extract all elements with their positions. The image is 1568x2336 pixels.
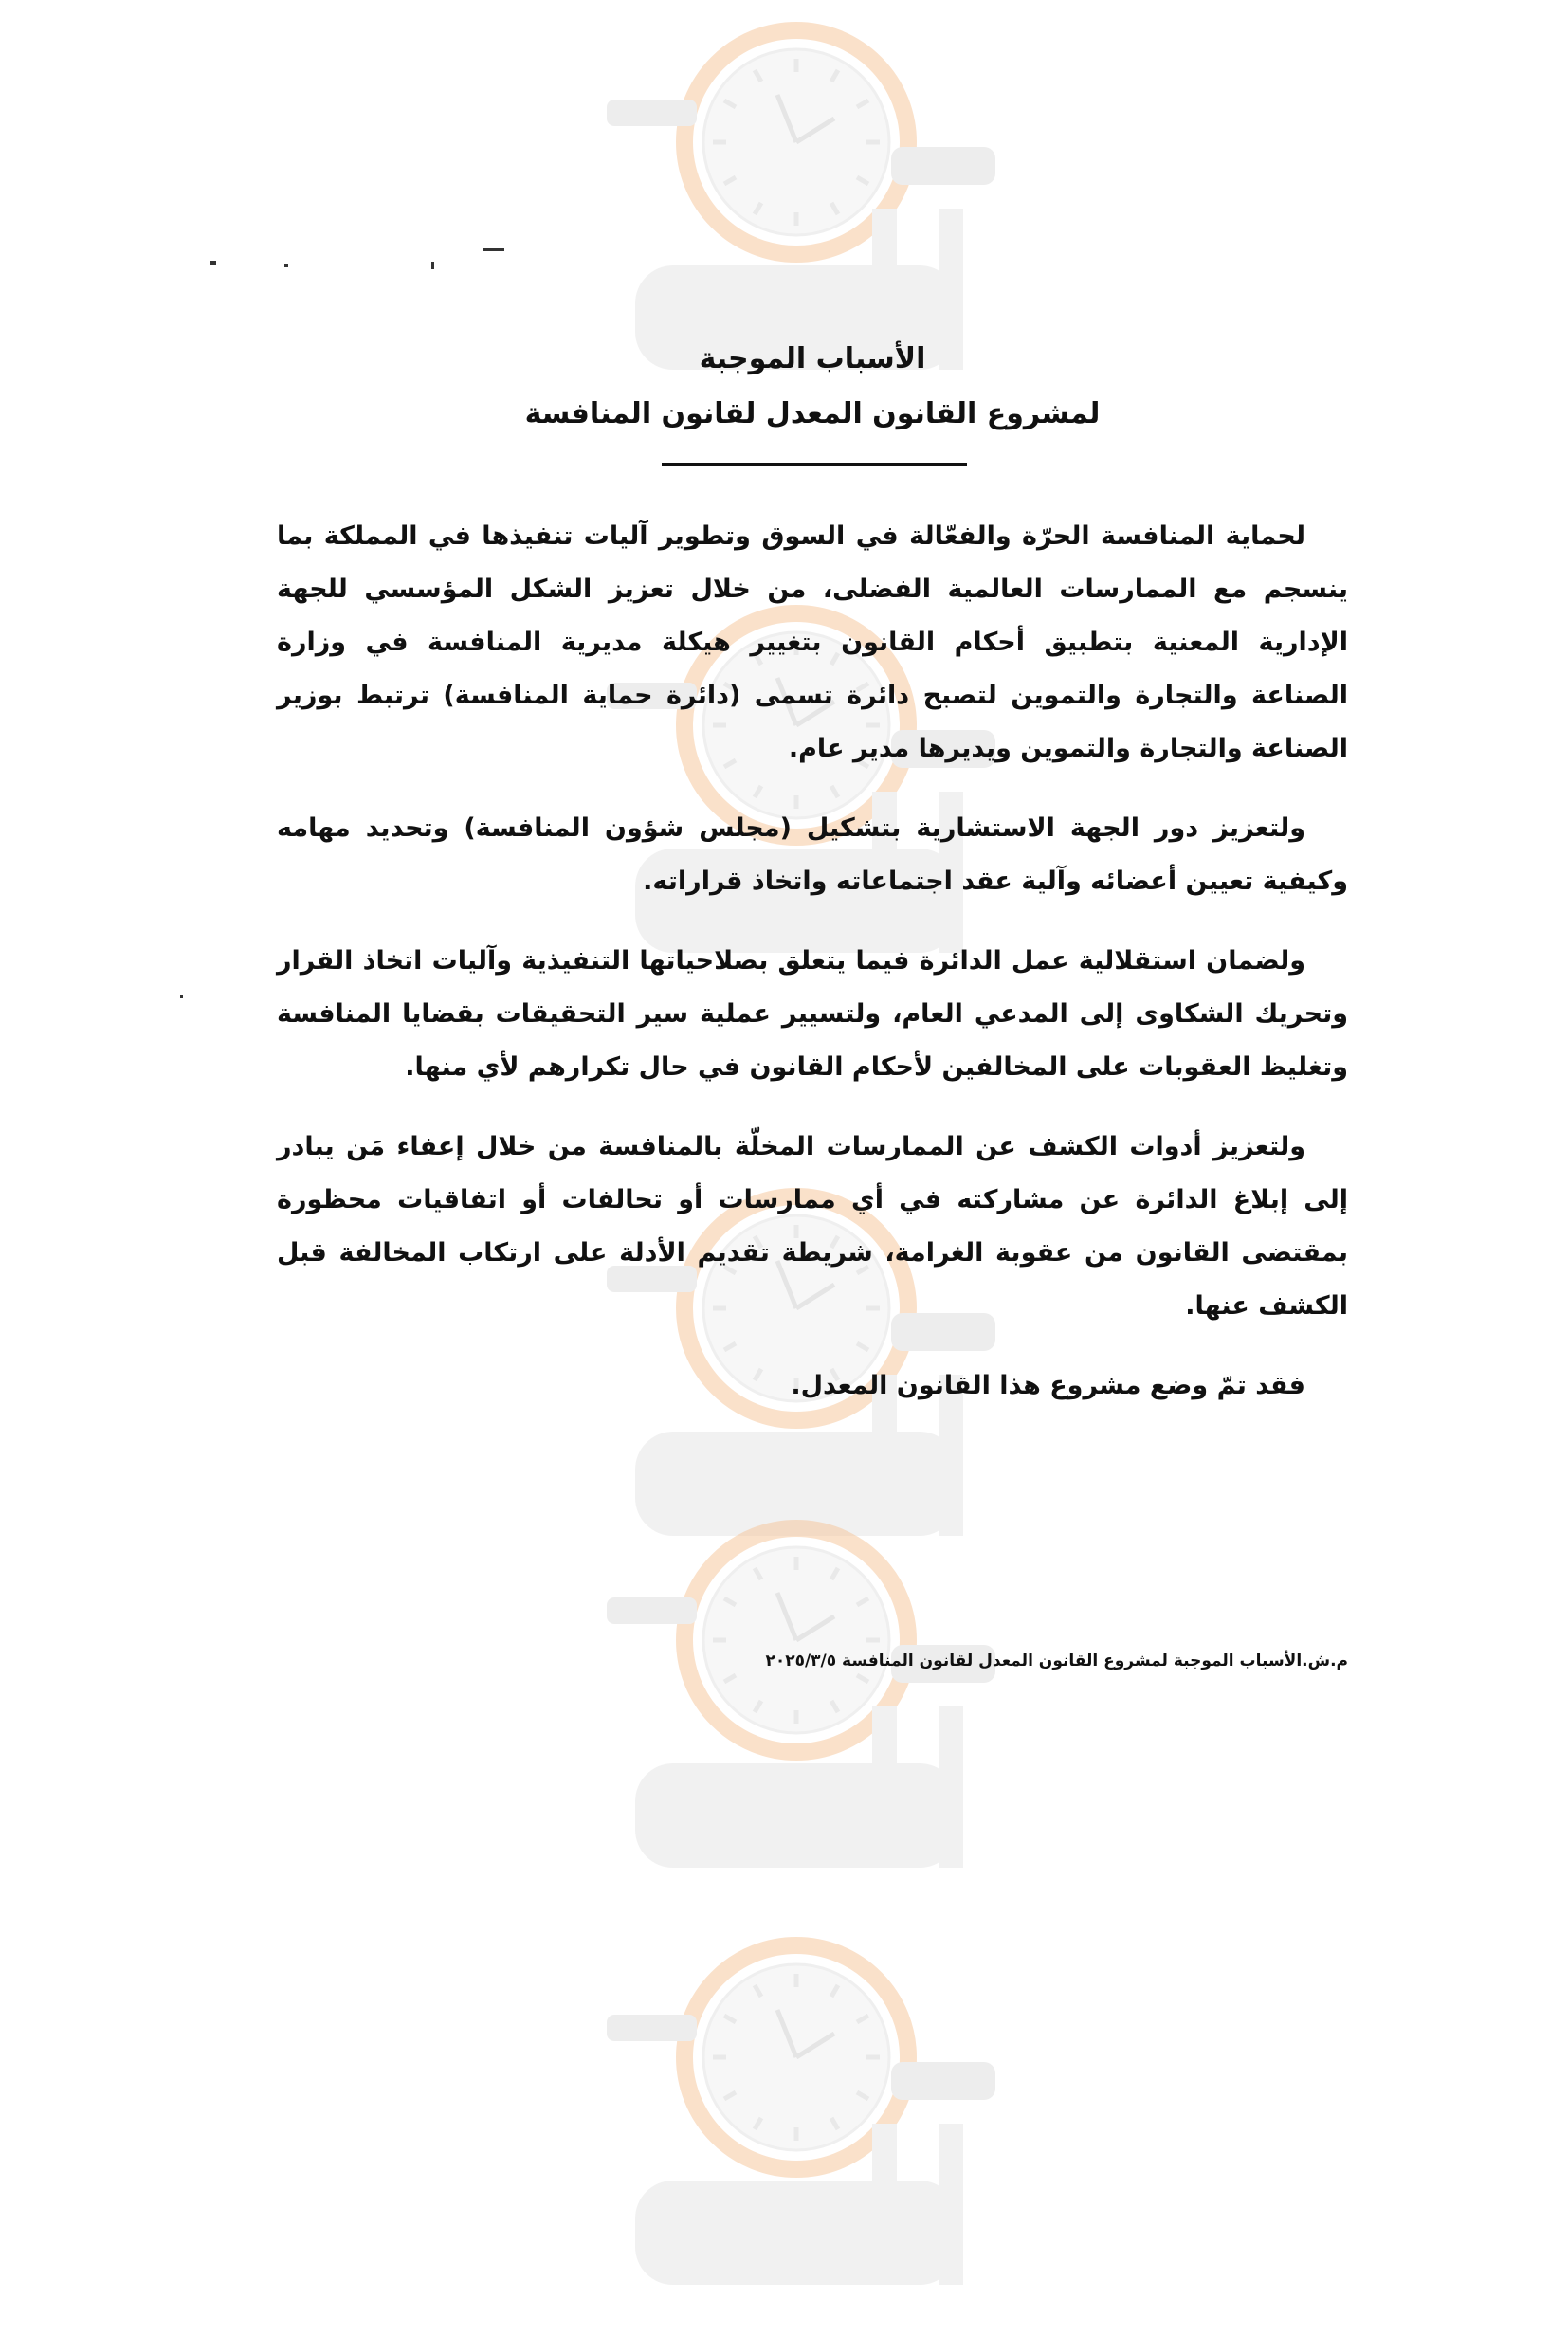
title-line-2: لمشروع القانون المعدل لقانون المنافسة [524,397,1101,430]
watermark-logo [493,1934,1100,2332]
paragraph-5: فقد تمّ وضع مشروع هذا القانون المعدل. [791,1371,1305,1400]
paragraph-1: لحماية المنافسة الحرّة والفعّالة في السوق وتطوير آليات تنفيذها في المملكة بما ينسجم مع الممارسات العالمية الفضلى، من خلال تعزيز الشكل المؤسسي للجهة الإدارية المعنية بتطبيق أحكام القانون بتغيير هيكلة مديرية المنافسة في وزارة الصناعة والتجارة والتموين لتصبح دائرة تسمى (دائرة حماية المنافسة) ترتبط بوزير الصناعة والتجارة والتموين ويديرها مدير عام. [277,521,1348,763]
document-footer-reference: م.ش.الأسباب الموجبة لمشروع القانون المعدل لقانون المنافسة ٢٠٢٥/٣/٥ [765,1652,1348,1670]
scan-speck [180,995,183,998]
paragraph-3: ولضمان استقلالية عمل الدائرة فيما يتعلق بصلاحياتها التنفيذية وآليات اتخاذ القرار وتحريك الشكاوى إلى المدعي العام، ولتسيير عملية سير التحقيقات بقضايا المنافسة وتغليظ العقوبات على المخالفين لأحكام القانون في حال تكرارهم لأي منها. [277,946,1348,1082]
paragraph-2: ولتعزيز دور الجهة الاستشارية بتشكيل (مجلس شؤون المنافسة) وتحديد مهامه وكيفية تعيين أعضائه وآلية عقد اجتماعاته واتخاذ قراراته. [277,813,1348,896]
scan-speck [210,261,216,265]
title-line-1: الأسباب الموجبة [699,342,926,375]
title-divider [662,463,967,466]
paragraph-4: ولتعزيز أدوات الكشف عن الممارسات المخلّة بالمنافسة من خلال إعفاء مَن يبادر إلى إبلاغ الدائرة عن مشاركته في أي ممارسات أو تحالفات أو اتفاقيات محظورة بمقتضى القانون من عقوبة الغرامة، شريطة تقديم الأدلة على ارتكاب المخالفة قبل الكشف عنها. [277,1132,1348,1321]
document-body [277,0,1348,1672]
